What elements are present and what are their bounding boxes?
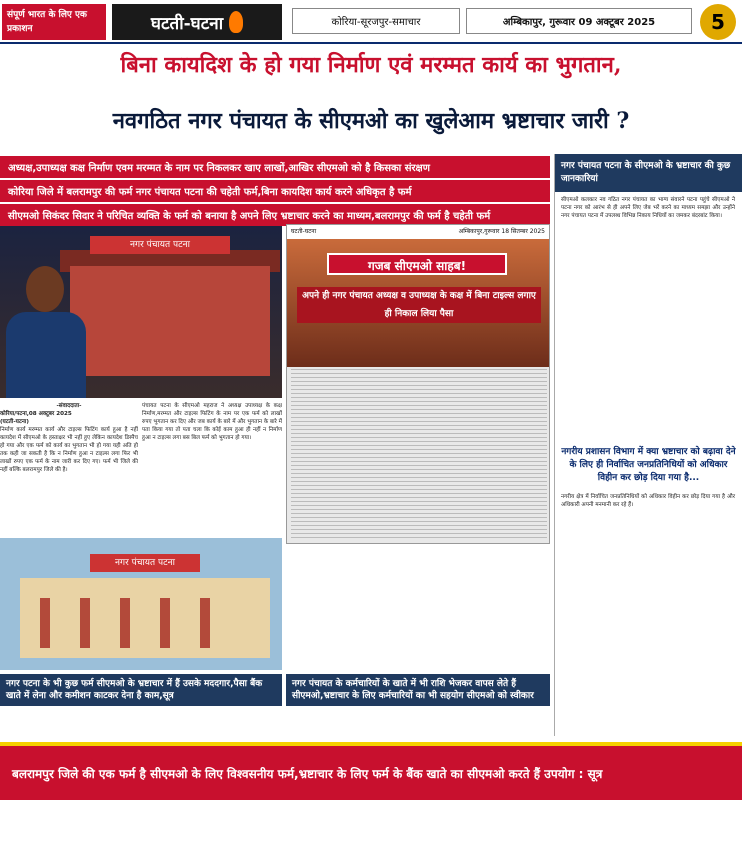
page-number: 5 (700, 4, 736, 40)
red-bar-2: कोरिया जिले में बलरामपुर की फर्म नगर पंचायत पटना की चहेती फर्म,बिना कायदिश कार्य करने अधिकृत है फर्म (0, 180, 550, 202)
article-dateline: कोरिया/पटना,08 अक्टूबर 2025 (0, 411, 72, 417)
sidebar-text-1: सीएमओ कलकार नव गठित नगर पंचायत का भाग्य संवारने पटना पहुंचे सीएमओ ने पटना नगर को आरंभ से ही अपने लिए जेब भरें करने का माध्यम समझा और उन्होंने नगर पंचायत पटना में उपलब्ध विभिन्न निकाय निधियों का जमकर बंदरबांट किया। (561, 197, 735, 219)
sidebar (554, 154, 742, 736)
person-photo (6, 266, 86, 398)
clipping-logo: घटती-घटना (291, 228, 317, 235)
office-sign: नगर पंचायत पटना (90, 236, 230, 254)
article-col-2: पंचायत पटना के सीएमओ महराज ने अध्यक्ष उपाध्यक्ष के कक्ष निर्माण,मरम्मत और टाइल्स फिटिंग के नाम पर एक फर्म को लाखों रुपए भुगतान कर दिए और जब कार्य के बारे में और भुगतान के बारे में पता किया गया तो पता चला कि कोई काम हुआ ही नहीं न निर्माण हुआ न टाइल्स लगा बस बिल फर्म को भुगतान हो गया। (142, 403, 282, 441)
subhead-right: नगर पंचायत के कर्मचारियों के खाते में भी राशि भेजकर वापस लेते हैं सीएमओ,भ्रष्टाचार के लिए कर्मचारियों का भी सहयोग सीएमओ को स्वीकार (286, 674, 550, 706)
red-bar-3: सीएमओ सिकंदर सिदार ने परिचित व्यक्ति के फर्म को बनाया है अपने लिए भ्रष्टाचार करने का माध्यम,बलरामपुर की फर्म है चहेती फर्म (0, 204, 550, 226)
masthead-logo (112, 4, 282, 40)
article-col1-text: निर्माण कार्य मरम्मत कार्य और टाइल्स फिटिंग कार्य हुआ है नहीं कायदेश में सीएमओ के हस्ताक्षर भी नहीं हुए लेकिन कायदेश डिस्पैच हो गया और एक फर्म को कार्य का भुगतान भी हो गया यही अति हो तक कही जा सकती है कि न निर्माण हुआ न टाइल्स लगा फिर भी लाखों रुपए एक फर्म के नाम जारी कर दिए गए। फर्म भी जिले की नहीं बल्कि बलरामपुर जिले की है। (0, 427, 138, 473)
region-label: कोरिया-सूरजपुर-समाचार (292, 8, 460, 34)
subhead-left: नगर पटना के भी कुछ फर्म सीएमओ के भ्रष्टाचार में हैं उसके मददगार,पैसा बैंक खाते में लेना और कमीशन काटकर देना है काम,सूत्र (0, 674, 282, 706)
article-source: (घटती-घटना) (0, 419, 29, 425)
newspaper-clipping (286, 224, 550, 544)
red-bar-1: अध्यक्ष,उपाध्यक्ष कक्ष निर्माण एवम मरम्मत के नाम पर निकलकर खाए लाखों,आखिर सीएमओ को है किसका संरक्षण (0, 156, 550, 178)
article-col-1 (0, 402, 138, 536)
logo-text: घटती-घटना (150, 13, 224, 34)
clipping-header (287, 225, 549, 239)
person-head (26, 266, 64, 312)
masthead-tag: संपूर्ण भारत के लिए एक प्रकाशन (2, 4, 106, 40)
sidebar-title-1: नगर पंचायत पटना के सीएमओ के भ्रष्टाचार की कुछ जानकारियां (555, 154, 742, 192)
main-headline: बिना कायदिश के हो गया निर्माण एवं मरम्मत कार्य का भुगतान, (120, 52, 622, 78)
clipping-subheadline: अपने ही नगर पंचायत अध्यक्ष व उपाध्यक्ष के कक्ष में बिना टाइल्स लगाए ही निकाल लिया पैसा (297, 287, 541, 323)
office-building-photo (0, 538, 282, 670)
article-desk: -संवाददाता- (56, 403, 82, 409)
sub-headline: नवगठित नगर पंचायत के सीएमओ का खुलेआम भ्रष्टाचार जारी ? (112, 108, 630, 134)
masthead (0, 0, 742, 44)
sidebar-title-2: नगरीय प्रशासन विभाग में क्या भ्रष्टाचार को बढ़ावा देने के लिए ही निर्वाचित जनप्रतिनिधियों को अधिकार विहीन कर छोड़ दिया गया है... (561, 447, 736, 483)
office-photo (0, 226, 282, 398)
bottom-text-strip (0, 800, 742, 850)
building-sign: नगर पंचायत पटना (90, 554, 200, 572)
issue-date: अम्बिकापुर, गुरूवार 09 अक्टूबर 2025 (466, 8, 692, 34)
flame-icon (229, 11, 243, 33)
clipping-headline: गजब सीएमओ साहब! (327, 253, 507, 275)
sidebar-text-2: नगरीय क्षेत्र में निर्वाचित जनप्रतिनिधियों को अधिकार विहीन कर छोड़ दिया गया है और अधिकारी अपनी मनमानी कर रहे हैं। (561, 494, 735, 508)
clipping-image (287, 239, 549, 367)
clipping-date: अम्बिकापुर,गुरूवार 18 सितम्बर 2025 (458, 228, 545, 235)
clipping-text-columns (291, 369, 547, 539)
person-body (6, 312, 86, 398)
building-columns (40, 598, 240, 648)
building-shape (70, 266, 270, 376)
bottom-headline: बलरामपुर जिले की एक फर्म है सीएमओ के लिए विश्वसनीय फर्म,भ्रष्टाचार के लिए फर्म के बैंक खाते का सीएमओ करते हैं उपयोग : सूत्र (0, 742, 742, 800)
